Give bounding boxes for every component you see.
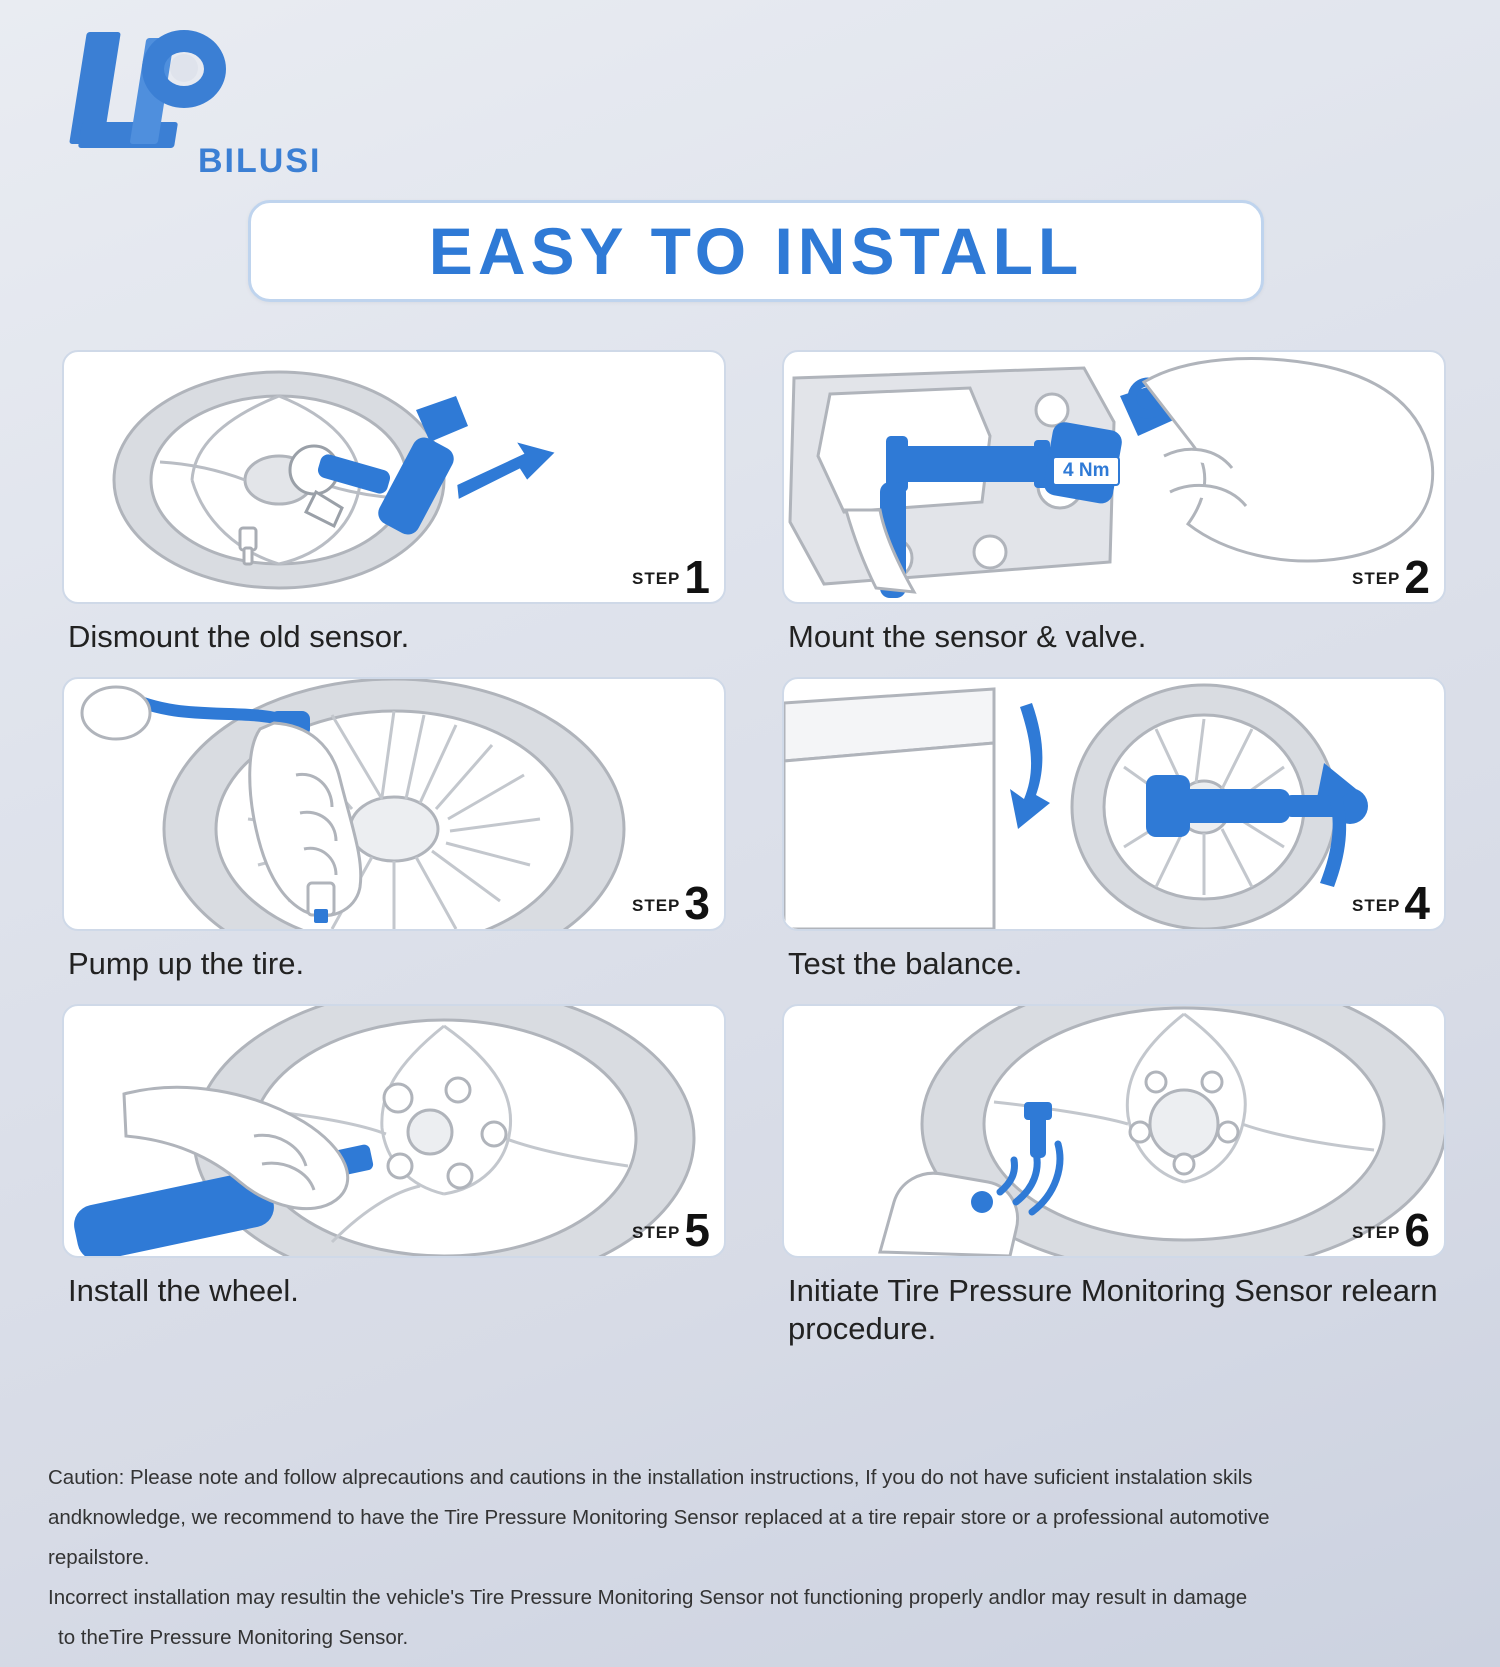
step-tag-1 [632, 550, 710, 603]
step-cell-4 [782, 677, 1442, 984]
step-illustration-2 [782, 350, 1446, 604]
step-number-6: 6 [1404, 1204, 1430, 1257]
step-caption-3: Pump up the tire. [68, 945, 305, 981]
brand-logo [78, 24, 378, 180]
wheel-dismount-sensor-illustration [64, 352, 724, 602]
step-word-6: STEP [1352, 1222, 1401, 1242]
step-illustration-6 [782, 1004, 1446, 1258]
step-illustration-3 [62, 677, 726, 931]
caution-line-4: Incorrect installation may resultin the vehicle's Tire Pressure Monitoring Sensor not functioning properly andlor may result in damage [48, 1585, 1248, 1609]
step-word-5: STEP [632, 1222, 681, 1242]
step-cell-6 [782, 1004, 1442, 1350]
step-caption-5: Install the wheel. [68, 1272, 299, 1308]
steps-grid [62, 350, 1442, 1349]
brand-name: BILUSI [198, 142, 322, 180]
tire-inflation-illustration [64, 679, 724, 929]
step-word-4: STEP [1352, 895, 1401, 915]
step-cell-1 [62, 350, 722, 657]
step-tag-4 [1352, 877, 1430, 930]
bilusi-logo-icon [78, 24, 218, 144]
tpms-relearn-tool-illustration [784, 1006, 1444, 1256]
step-illustration-4 [782, 677, 1446, 931]
step-caption-1: Dismount the old sensor. [68, 619, 410, 654]
torque-value-label: 4 Nm [1052, 456, 1120, 486]
step-number-4: 4 [1404, 877, 1430, 930]
step-word-1: STEP [632, 569, 681, 588]
step-number-2: 2 [1404, 550, 1430, 603]
step-tag-3 [632, 877, 710, 930]
wheel-balancer-illustration [784, 679, 1444, 929]
caution-line-1: Caution: Please note and follow alprecautions and cautions in the installation instructions, If you do not have suficient instalation skils [48, 1466, 1253, 1489]
step-word-3: STEP [632, 895, 681, 915]
page-title-box [248, 200, 1264, 302]
step-tag-5 [632, 1204, 710, 1257]
step-tag-6 [1352, 1204, 1430, 1257]
caution-line-5: to theTire Pressure Monitoring Sensor. [58, 1625, 409, 1649]
step-cell-5 [62, 1004, 722, 1350]
caution-note [48, 1458, 1458, 1658]
logo-letter-p-hole [170, 54, 198, 82]
caution-line-3: repailstore. [48, 1545, 150, 1569]
logo-letter-l-foot [78, 122, 178, 148]
step-caption-2: Mount the sensor & valve. [788, 619, 1147, 654]
step-caption-4: Test the balance. [788, 945, 1023, 981]
caution-line-2: andknowledge, we recommend to have the Tire Pressure Monitoring Sensor replaced at a tire repair store or a professional automotive [48, 1505, 1270, 1529]
impact-wrench-install-wheel-illustration [64, 1006, 724, 1256]
step-number-3: 3 [684, 877, 710, 930]
step-cell-3 [62, 677, 722, 984]
page-title: EASY TO INSTALL [428, 214, 1084, 288]
step-number-1: 1 [684, 550, 710, 603]
step-illustration-1 [62, 350, 726, 604]
step-illustration-5 [62, 1004, 726, 1258]
step-tag-2 [1352, 550, 1430, 603]
step-caption-6: Initiate Tire Pressure Monitoring Sensor relearn procedure. [788, 1272, 1438, 1347]
step-number-5: 5 [684, 1204, 710, 1257]
step-cell-2 [782, 350, 1442, 657]
step-word-2: STEP [1352, 569, 1401, 588]
